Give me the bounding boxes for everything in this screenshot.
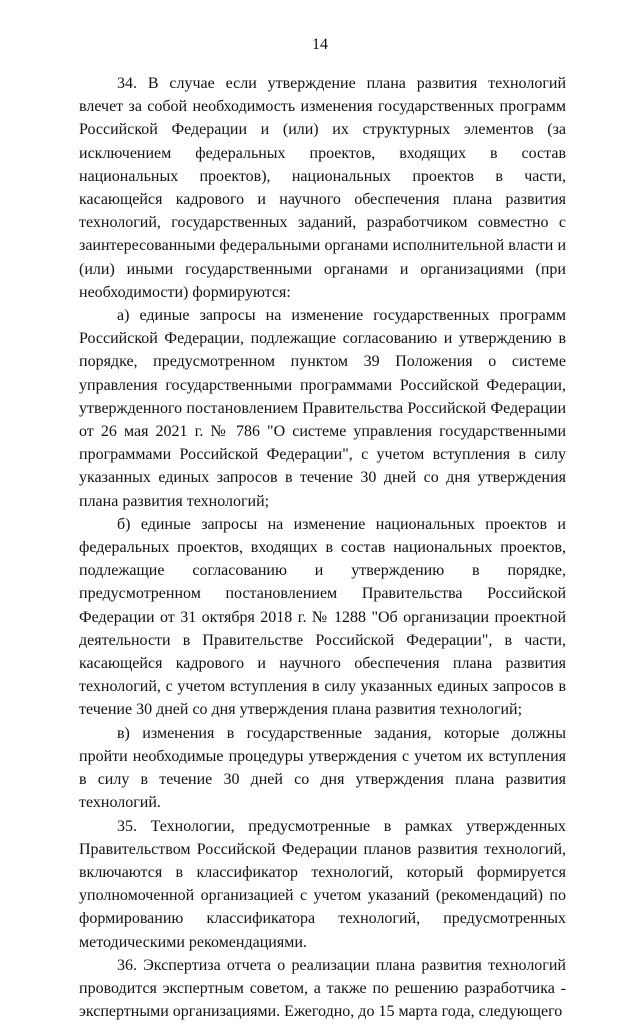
paragraph-34-b: б) единые запросы на изменение национальных проектов и федеральных проектов, входящих в состав национальных проектов, подлежащие согласованию и утверждению в порядке, предусмотренном постановлением Правительства Российской Федерации от 31 октября 2018 г. № 1288 "Об организации проектной деятельности в Правительстве Российской Федерации", в части, касающейся кадрового и научного обеспечения плана развития технологий, с учетом вступления в силу указанных единых запросов в течение 30 дней со дня утверждения плана развития технологий; — [79, 515, 566, 719]
paragraph-34-v: в) изменения в государственные задания, которые должны пройти необходимые процедуры утверждения с учетом их вступления в силу в течение 30 дней со дня утверждения плана развития технологий. — [79, 724, 566, 812]
paragraph-35: 35. Технологии, предусмотренные в рамках утвержденных Правительством Российской Федерации планов развития технологий, включаются в классификатор технологий, который формируется уполномоченной организацией с учетом указаний (рекомендаций) по формированию классификатора технологий, предусмотренных методическими рекомендациями. — [79, 817, 566, 951]
paragraph-34: 34. В случае если утверждение плана развития технологий влечет за собой необходимость изменения государственных программ Российской Федерации и (или) их структурных элементов (за исключением федеральных проектов, входящих в состав национальных проектов), национальных проектов в части, касающейся кадрового и научного обеспечения плана развития технологий, государственных заданий, разработчиком совместно с заинтересованными федеральными органами исполнительной власти и (или) иными государственными органами и организациями (при необходимости) формируются: — [79, 75, 566, 301]
paragraph-34-a: а) единые запросы на изменение государственных программ Российской Федерации, подлежащие согласованию и утверждению в порядке, предусмотренном пунктом 39 Положения о системе управления государственными программами Российской Федерации, утвержденного постановлением Правительства Российской Федерации от 26 мая 2021 г. № 786 "О системе управления государственными программами Российской Федерации", с учетом вступления в силу указанных единых запросов в течение 30 дней со дня утверждения плана развития технологий; — [79, 307, 566, 510]
page-number: 14 — [312, 36, 328, 53]
paragraph-36: 36. Экспертиза отчета о реализации плана развития технологий проводится экспертным советом, а также по решению разработчика - экспертными организациями. Ежегодно, до 15 марта года, следующего — [79, 956, 566, 1021]
document-body — [79, 72, 566, 1023]
